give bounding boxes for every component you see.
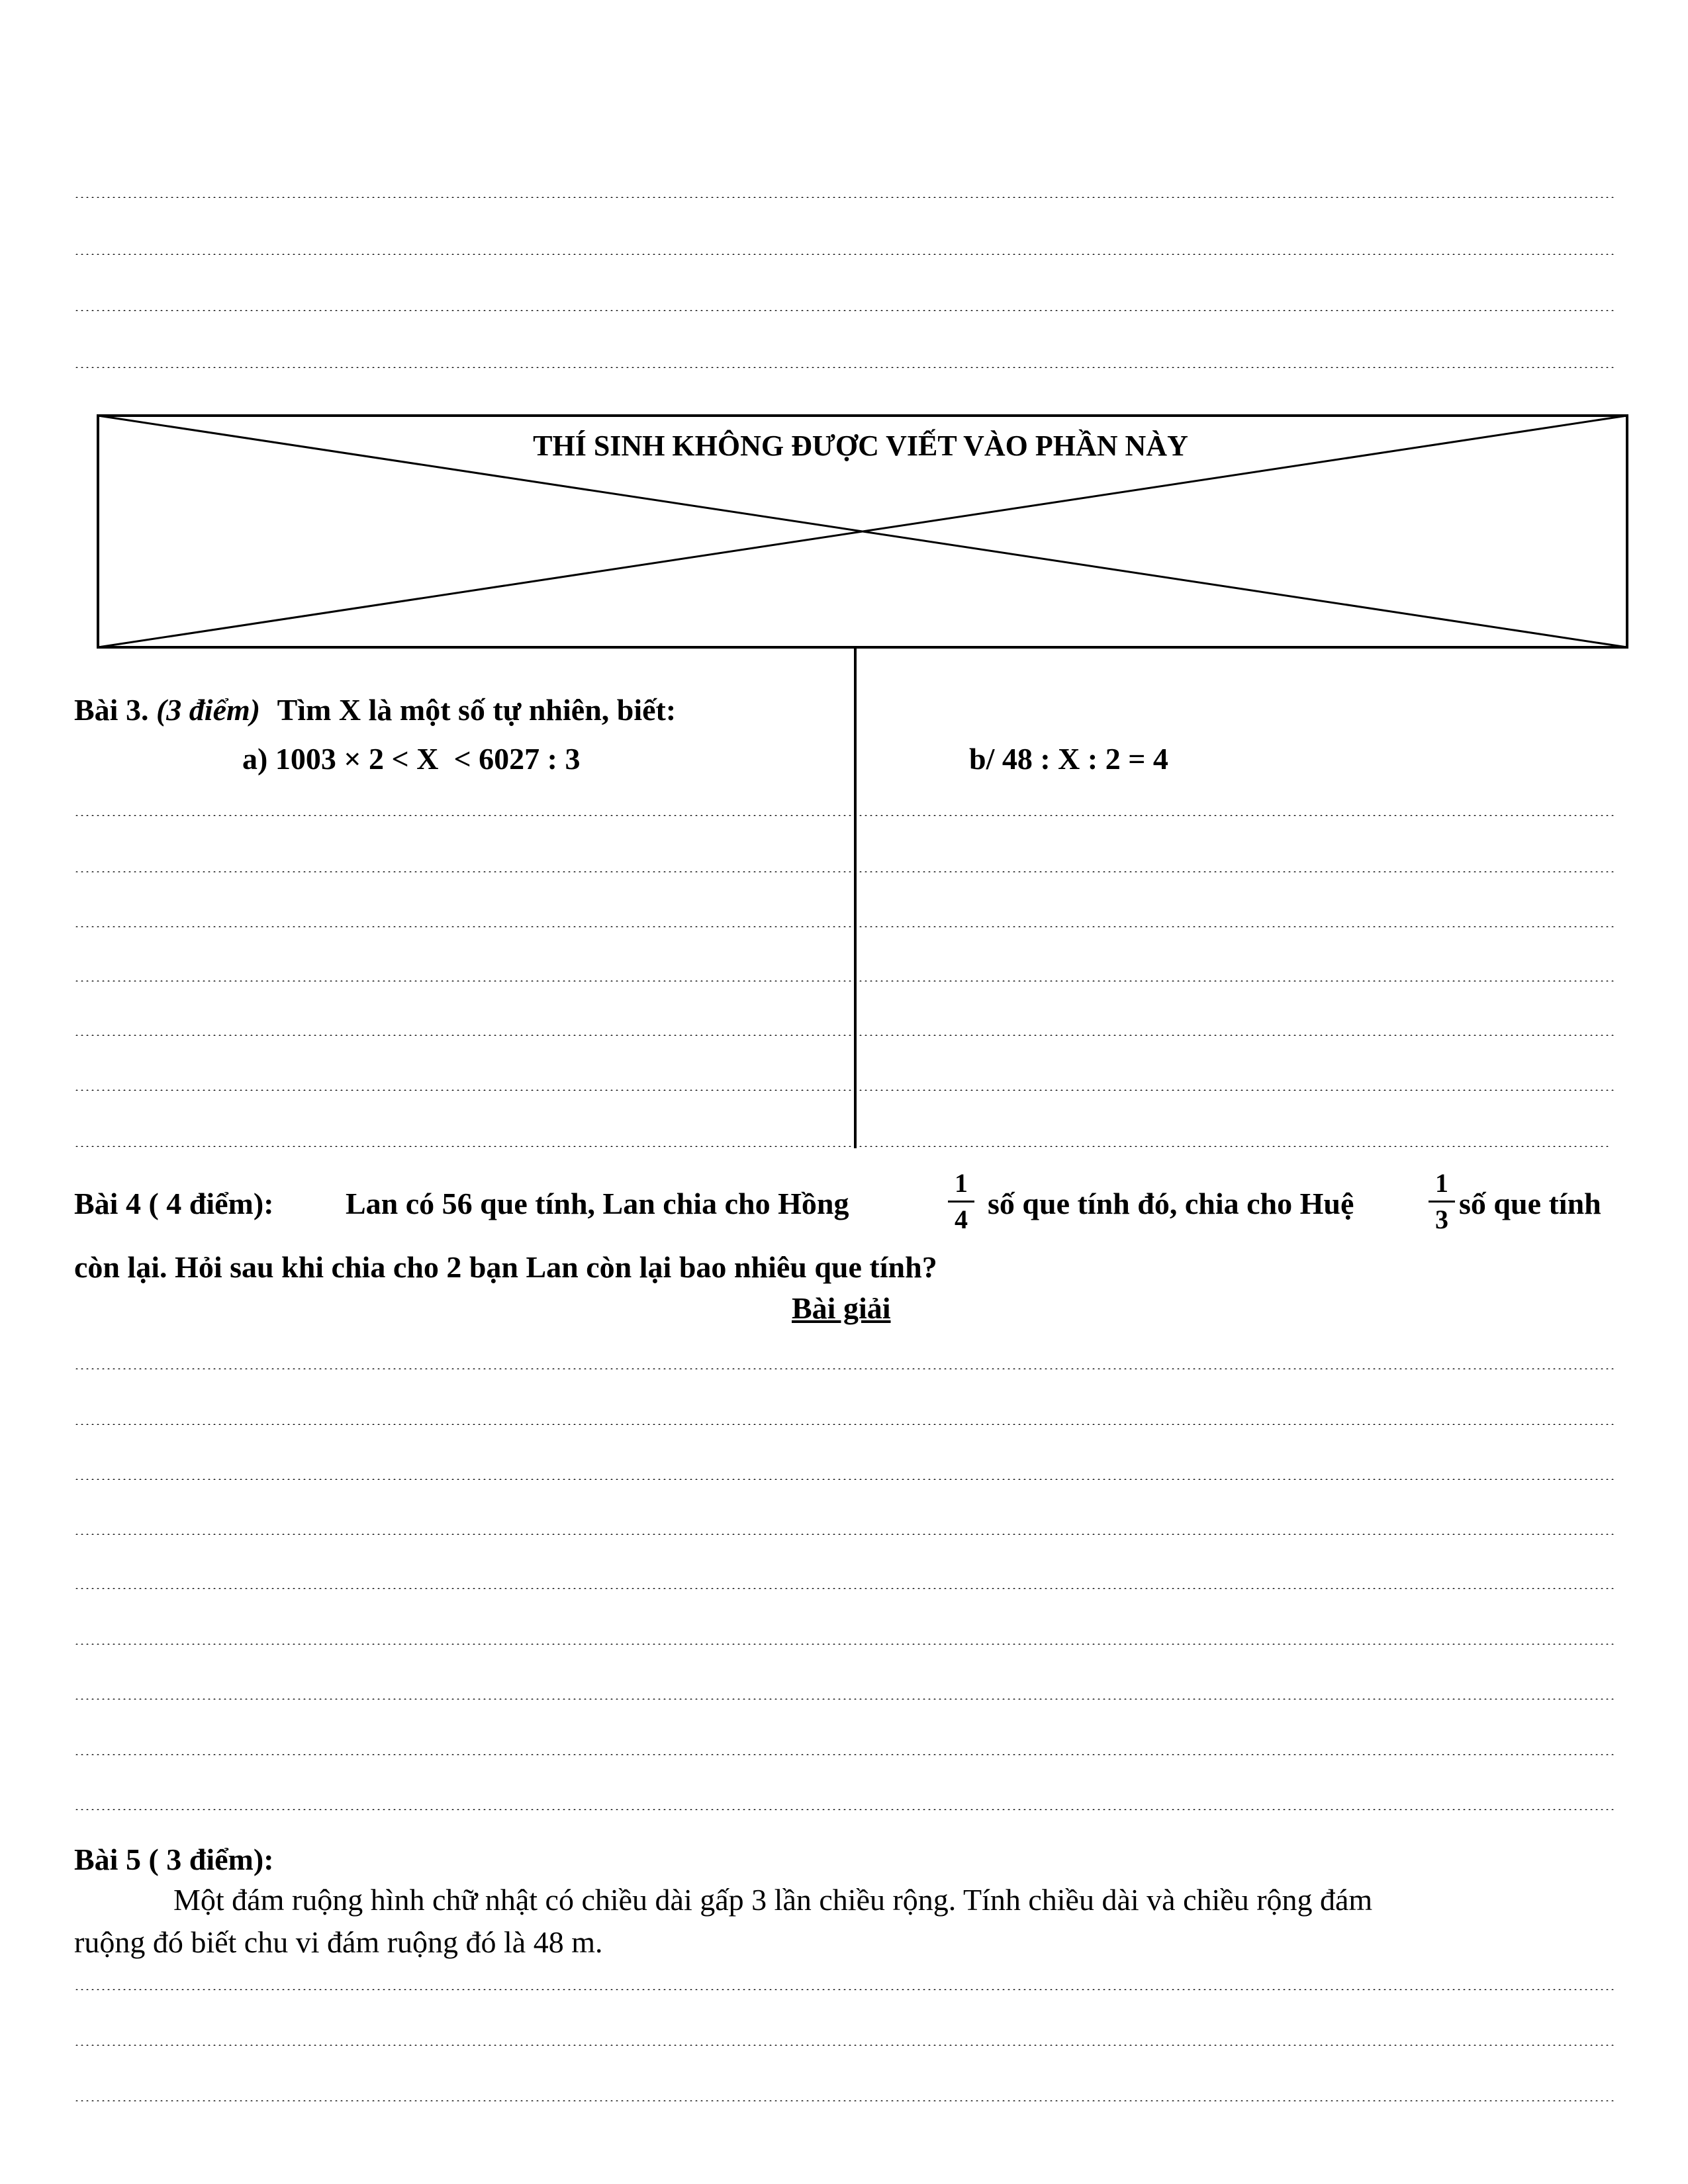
answer-line [74,926,1617,927]
bai4-text-3: số que tính [1459,1187,1601,1220]
answer-line [74,1809,1617,1810]
fraction-bar [1429,1201,1455,1203]
bai3-prompt: Tìm X là một số tự nhiên, biết: [277,693,677,727]
fraction-denominator: 4 [955,1205,968,1234]
fraction-numerator: 1 [955,1168,968,1198]
answer-line [74,2044,1617,2046]
answer-line [74,1089,1617,1091]
bai4-text-1: Lan có 56 que tính, Lan chia cho Hồng [346,1187,849,1220]
answer-line [74,1989,1617,1990]
bai3-part-b: b/ 48 : X : 2 = 4 [969,742,1168,776]
answer-line [74,1643,1617,1645]
restricted-area-label: THÍ SINH KHÔNG ĐƯỢC VIẾT VÀO PHẦN NÀY [533,430,1188,462]
answer-line [74,1698,1617,1700]
answer-line [74,1533,1617,1535]
answer-line [74,2100,1617,2101]
answer-line [74,1368,1617,1369]
answer-line [74,1754,1617,1755]
bai4-text-2: số que tính đó, chia cho Huệ [988,1187,1354,1220]
answer-line [74,1479,1617,1480]
bai4-question-line-2: còn lại. Hỏi sau khi chia cho 2 bạn Lan còn lại bao nhiêu que tính? [74,1250,937,1284]
bai3-label: Bài 3. [74,693,149,727]
answer-line [74,980,1617,981]
fraction-one-third [1429,1170,1455,1233]
bai5-problem-line-1: Một đám ruộng hình chữ nhật có chiều dài gấp 3 lần chiều rộng. Tính chiều dài và chiều rộng đám [173,1883,1373,1917]
answer-line [74,1034,1617,1036]
solution-heading: Bài giải [792,1291,891,1325]
answer-line [74,1424,1617,1425]
answer-line [74,1588,1617,1589]
fraction-denominator: 3 [1435,1205,1448,1234]
bai3-points: (3 điểm) [156,693,261,727]
answer-line [74,815,1617,816]
fraction-numerator: 1 [1435,1168,1448,1198]
answer-line [74,871,1617,872]
restricted-area-box [0,0,1688,662]
bai5-label: Bài 5 ( 3 điểm): [74,1843,274,1876]
bai3-heading [74,695,676,725]
bai5-problem-line-2: ruộng đó biết chu vi đám ruộng đó là 48 m. [74,1925,603,1959]
answer-line [74,1146,1611,1147]
bai4-label: Bài 4 ( 4 điểm): [74,1187,274,1220]
column-divider [854,649,857,1148]
fraction-bar [948,1201,974,1203]
bai3-part-a: a) 1003 × 2 < X < 6027 : 3 [242,742,581,776]
fraction-one-quarter [948,1170,974,1233]
